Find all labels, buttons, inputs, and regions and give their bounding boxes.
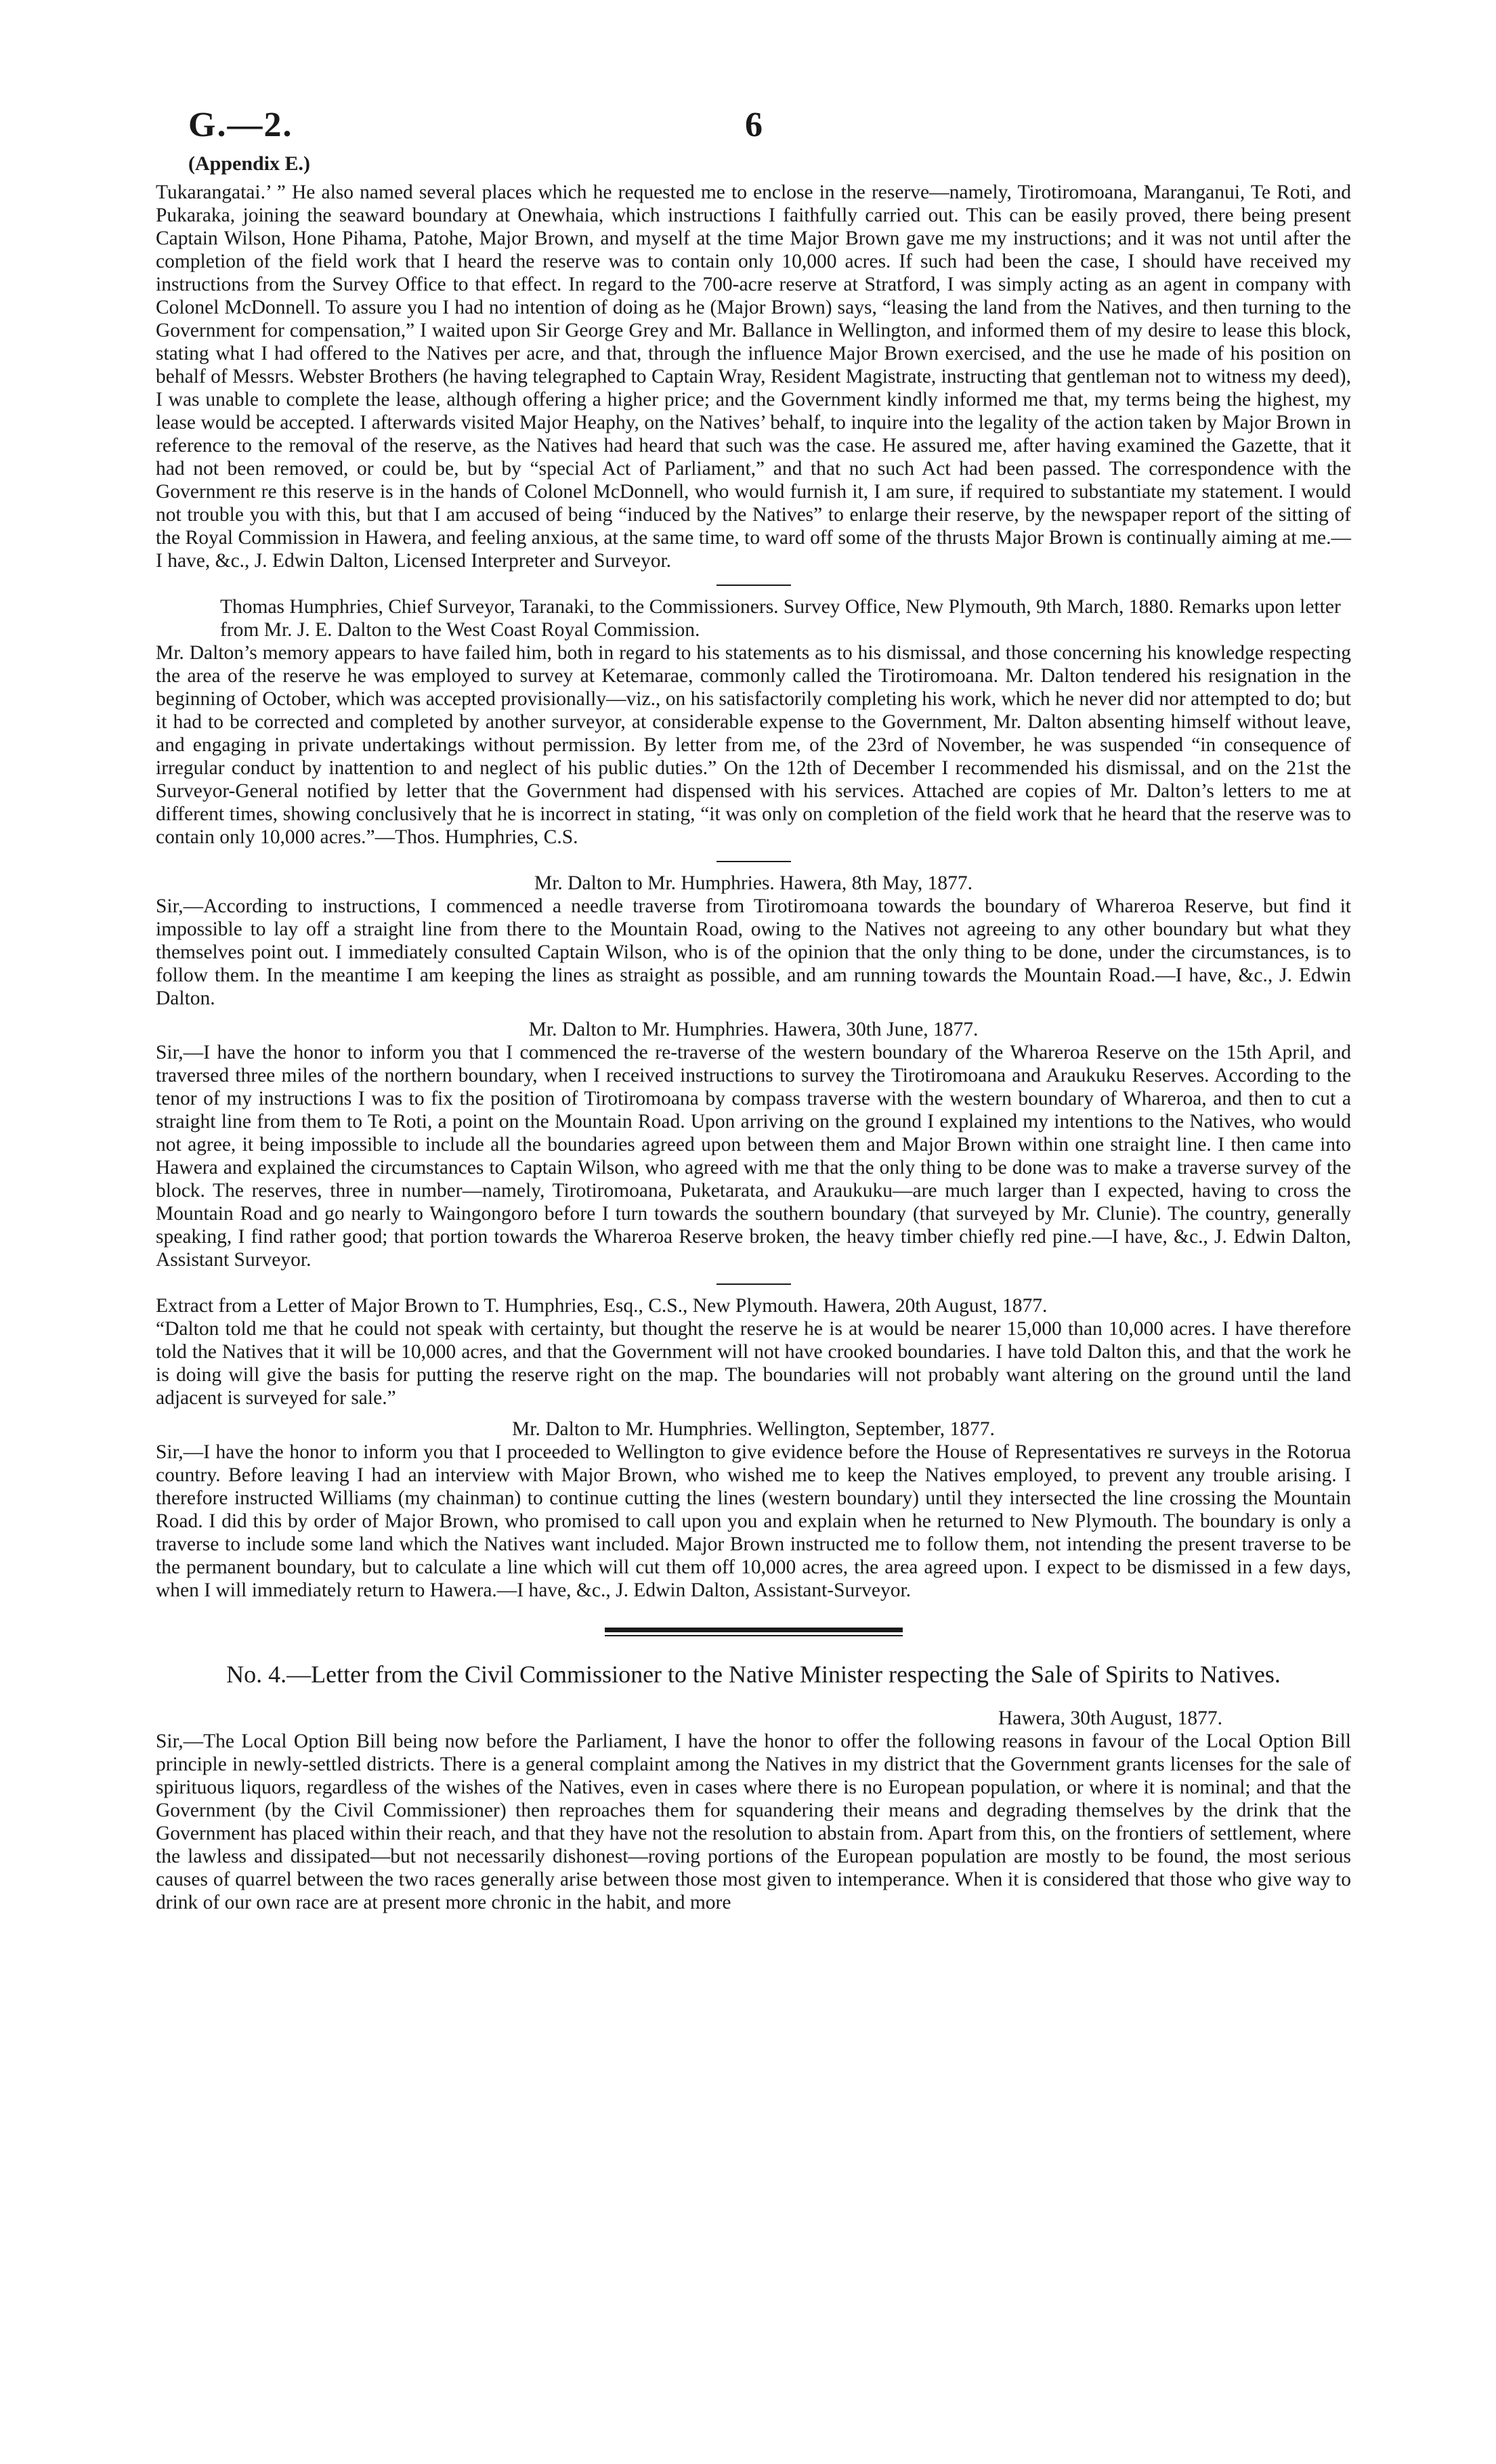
paragraph-local-option-bill: Sir,—The Local Option Bill being now before the Parliament, I have the honor to offer the following reasons in favour of the Local Option Bill principle in newly-settled districts. There is a general complaint among the Natives in my district that the Government grants licenses for the sale of spirituous liquors, regardless of the wishes of the Natives, even in cases where there is no European population, or where it is nominal; and that the Government (by the Civil Commissioner) then reproaches them for squandering their means and degrading themselves by the drink that the Government has placed within their reach, and that they have not the resolution to abstain from. Apart from this, on the frontiers of settlement, where the lawless and dissipated—but not necessarily dishonest—roving portions of the European population are mostly to be found, the most serious causes of quarrel between the two races generally arise between those most given to intemperance. When it is considered that those who give way to drink of our own race are at present more chronic in the habit, and more xyxy=(156,1730,1351,1913)
page-number: 6 xyxy=(745,106,763,144)
heading-humphries-remarks: Thomas Humphries, Chief Surveyor, Taranaki, to the Commissioners. Survey Office, New Plymouth, 9th March, 1880. Remarks upon letter from Mr. J. E. Dalton to the West Coast Royal Commission. xyxy=(220,596,1341,641)
paragraph-humphries-remarks: Mr. Dalton’s memory appears to have failed him, both in regard to his statements as to his dismissal, and those concerning his knowledge respecting the area of the reserve he was employed to survey at Ketemarae, commonly called the Tirotiromoana. Mr. Dalton tendered his resignation in the beginning of October, which was accepted provisionally—viz., on his satisfactorily completing his work, which he never did nor attempted to do; but it had to be corrected and completed by another surveyor, at considerable expense to the Government, Mr. Dalton absenting himself without leave, and engaging in private undertakings without permission. By letter from me, of the 23rd of November, he was suspended “in consequence of irregular conduct by inattention to and neglect of his public duties.” On the 12th of December I recommended his dismissal, and on the 21st the Surveyor-General notified by letter that the Government had dispensed with his services. Attached are copies of Mr. Dalton’s letters to me at different times, showing conclusively that he is incorrect in stating, “it was only on completion of the field work that he heard that the reserve was to contain only 10,000 acres.”—Thos. Humphries, C.S. xyxy=(156,642,1351,848)
paragraph-letter-september-1877: Sir,—I have the honor to inform you that I proceeded to Wellington to give evidence before the House of Representatives re surveys in the Rotorua country. Before leaving I had an interview with Major Brown, who wished me to keep the Natives employed, to prevent any trouble arising. I therefore instructed Williams (my chainman) to continue cutting the lines (western boundary) until they intersected the line crossing the Mountain Road. I did this by order of Major Brown, who promised to call upon you and explain when he returned to New Plymouth. The boundary is only a traverse to include some land which the Natives want included. Major Brown instructed me to follow them, not intending the present traverse to be the permanent boundary, but to calculate a line which will cut them off 10,000 acres, the area agreed upon. I expect to be dismissed in a few days, when I will immediately return to Hawera.—I have, &c., J. Edwin Dalton, Assistant-Surveyor. xyxy=(156,1441,1351,1601)
double-rule-thick xyxy=(605,1628,903,1632)
section-divider xyxy=(717,585,791,586)
heading-letter-september-1877: Mr. Dalton to Mr. Humphries. Wellington, September, 1877. xyxy=(512,1418,995,1440)
heading-letter-8-may-1877: Mr. Dalton to Mr. Humphries. Hawera, 8th May, 1877. xyxy=(534,872,973,894)
dateline-30-august-1877: Hawera, 30th August, 1877. xyxy=(998,1707,1222,1729)
parliamentary-paper-ref: G.—2. xyxy=(188,106,293,144)
document-page xyxy=(156,0,1351,2462)
heading-extract-major-brown: Extract from a Letter of Major Brown to T. Humphries, Esq., C.S., New Plymouth. Hawera, 20th August, 1877. xyxy=(156,1295,1048,1317)
paragraph-extract-major-brown: “Dalton told me that he could not speak with certainty, but thought the reserve he is at would be nearer 15,000 than 10,000 acres. I have therefore told the Natives that it will be 10,000 acres, and that the Government will not have crooked boundaries. I have told Dalton this, and that the work he is doing will give the basis for putting the reserve right on the map. The boundaries will not probably want altering on the ground until the land adjacent is surveyed for sale.” xyxy=(156,1318,1351,1409)
paragraph-dalton-letter-end: Tukarangatai.’ ” He also named several places which he requested me to enclose in the reserve—namely, Tirotiromoana, Maranganui, Te Roti, and Pukaraka, joining the seaward boundary at Onewhaia, which instructions I faithfully carried out. This can be easily proved, there being present Captain Wilson, Hone Pihama, Patohe, Major Brown, and myself at the time Major Brown gave me my instructions; and it was not until after the completion of the field work that I heard the reserve was to contain only 10,000 acres. If such had been the case, I should have received my instructions from the Survey Office to that effect. In regard to the 700-acre reserve at Stratford, I was simply acting as an agent in company with Colonel McDonnell. To assure you I had no intention of doing as he (Major Brown) says, “leasing the land from the Natives, and then turning to the Government for compensation,” I waited upon Sir George Grey and Mr. Ballance in Wellington, and informed them of my desire to lease this block, stating what I had offered to the Natives per acre, and that, through the influence Major Brown exercised, and the use he made of his position on behalf of Messrs. Webster Brothers (he having telegraphed to Captain Wray, Resident Magistrate, instructing that gentleman not to witness my deed), I was unable to complete the lease, although offering a higher price; and the Government kindly informed me that, my terms being the highest, my lease would be accepted. I afterwards visited Major Heaphy, on the Natives’ behalf, to inquire into the legality of the action taken by Major Brown in reference to the removal of the reserve, as the Natives had heard that such was the case. He assured me, after having examined the Gazette, that it had not been removed, or could be, but by “special Act of Parliament,” and that no such Act had been passed. The correspondence with the Government re this reserve is in the hands of Colonel McDonnell, who would furnish it, I am sure, if required to substantiate my statement. I would not trouble you with this, but that I am accused of being “induced by the Natives” to enlarge their reserve, by the newspaper report of the sitting of the Royal Commission in Hawera, and feeling anxious, at the same time, to ward off some of the thrusts Major Brown is continually aiming at me.—I have, &c., J. Edwin Dalton, Licensed Interpreter and Surveyor. xyxy=(156,182,1351,572)
heading-letter-30-june-1877: Mr. Dalton to Mr. Humphries. Hawera, 30th June, 1877. xyxy=(528,1019,979,1040)
page-header xyxy=(156,105,1351,152)
section-title-no-4: No. 4.—Letter from the Civil Commissioner to the Native Minister respecting the Sale of Spirits to Natives. xyxy=(226,1661,1281,1688)
paragraph-letter-8-may-1877: Sir,—According to instructions, I commenced a needle traverse from Tirotiromoana towards the boundary of Whareroa Reserve, but find it impossible to lay off a straight line from there to the Mountain Road, owing to the Natives not agreeing to any other boundary but what they themselves point out. I immediately consulted Captain Wilson, who is of the opinion that the only thing to be done, under the circumstances, is to follow them. In the meantime I am keeping the lines as straight as possible, and am running towards the Mountain Road.—I have, &c., J. Edwin Dalton. xyxy=(156,895,1351,1009)
section-divider xyxy=(717,861,791,862)
section-divider xyxy=(717,1283,791,1285)
appendix-label: (Appendix E.) xyxy=(188,152,311,175)
double-rule-thin xyxy=(605,1635,903,1636)
paragraph-letter-30-june-1877: Sir,—I have the honor to inform you that I commenced the re-traverse of the western boundary of the Whareroa Reserve on the 15th April, and traversed three miles of the northern boundary, when I received instructions to survey the Tirotiromoana and Araukuku Reserves. According to the tenor of my instructions I was to fix the position of Tirotiromoana by compass traverse with the western boundary of Whareroa, and then to cut a straight line from them to Te Roti, a point on the Mountain Road. Upon arriving on the ground I explained my intentions to the Natives, who would not agree, it being impossible to include all the boundaries agreed upon between them and Major Brown within one straight line. I then came into Hawera and explained the circumstances to Captain Wilson, who agreed with me that the only thing to be done was to make a traverse survey of the block. The reserves, three in number—namely, Tirotiromoana, Puketarata, and Araukuku—are much larger than I expected, having to cross the Mountain Road and go nearly to Waingongoro before I turn towards the southern boundary (that surveyed by Mr. Clunie). The country, generally speaking, I find rather good; that portion towards the Whareroa Reserve broken, the heavy timber chiefly red pine.—I have, &c., J. Edwin Dalton, Assistant Surveyor. xyxy=(156,1042,1351,1271)
